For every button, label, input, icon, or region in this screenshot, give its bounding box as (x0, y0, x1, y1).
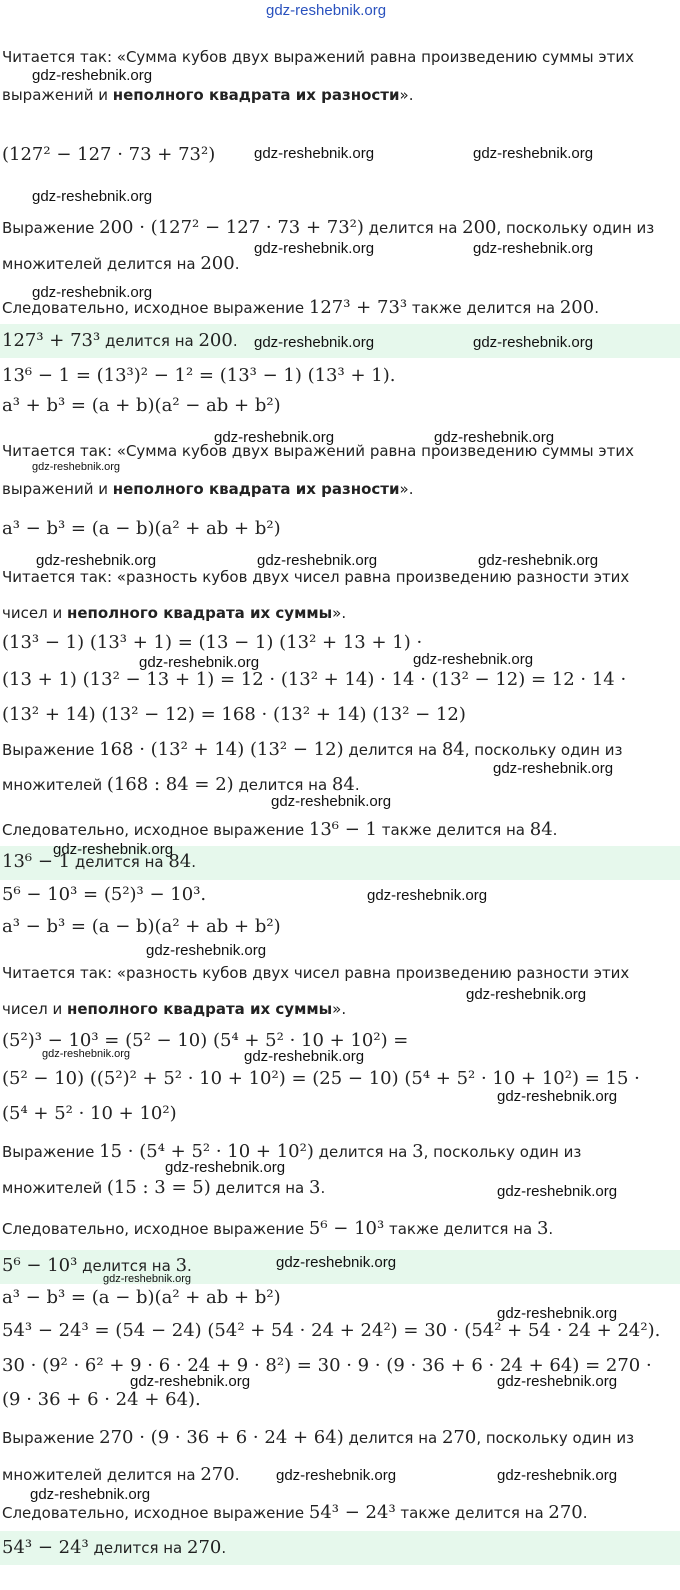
paragraph: множителей (168 : 84 = 2) делится на 84. (2, 774, 360, 795)
watermark: gdz-reshebnik.org (53, 841, 174, 858)
watermark: gdz-reshebnik.org (276, 1467, 397, 1484)
watermark: gdz-reshebnik.org (32, 67, 153, 84)
paragraph: Следовательно, исходное выражение 54³ − 24³ также делится на 270. (2, 1502, 588, 1523)
paragraph: множителей (15 : 3 = 5) делится на 3. (2, 1177, 326, 1198)
paragraph: Читается так: «разность кубов двух чисел равна произведению разности этих (2, 568, 630, 586)
paragraph: Выражение 200 · (127² − 127 · 73 + 73²) делится на 200, поскольку один из (2, 217, 655, 238)
watermark: gdz-reshebnik.org (493, 760, 614, 777)
watermark-small: gdz-reshebnik.org (42, 1048, 131, 1060)
watermark: gdz-reshebnik.org (36, 552, 157, 569)
math-expression: (5² − 10) ((5²)² + 5² · 10 + 10²) = (25 − 10) (5⁴ + 5² · 10 + 10²) = 15 · (2, 1068, 640, 1089)
watermark: gdz-reshebnik.org (139, 654, 260, 671)
math-expression: 30 · (9² · 6² + 9 · 6 · 24 + 9 · 8²) = 30 · 9 · (9 · 36 + 6 · 24 + 64) = 270 · (2, 1355, 652, 1376)
answer-line: 54³ − 24³ делится на 270. (2, 1537, 227, 1558)
math-expression: (13³ − 1) (13³ + 1) = (13 − 1) (13² + 13 + 1) · (2, 632, 423, 653)
bold-term: неполного квадрата их суммы (66, 604, 333, 622)
watermark: gdz-reshebnik.org (271, 793, 392, 810)
watermark: gdz-reshebnik.org (466, 986, 587, 1003)
math-expression: a³ − b³ = (a − b)(a² + ab + b²) (2, 916, 281, 937)
paragraph: Выражение 270 · (9 · 36 + 6 · 24 + 64) делится на 270, поскольку один из (2, 1427, 635, 1448)
paragraph: Читается так: «Сумма кубов двух выражений равна произведению суммы этих (2, 48, 634, 66)
math-expression: 54³ − 24³ = (54 − 24) (54² + 54 · 24 + 24²) = 30 · (54² + 54 · 24 + 24²). (2, 1320, 661, 1341)
math-expression: a³ − b³ = (a − b)(a² + ab + b²) (2, 518, 281, 539)
watermark: gdz-reshebnik.org (478, 552, 599, 569)
watermark: gdz-reshebnik.org (413, 651, 534, 668)
watermark: gdz-reshebnik.org (130, 1373, 251, 1390)
watermark: gdz-reshebnik.org (367, 887, 488, 904)
math-expression: (5²)³ − 10³ = (5² − 10) (5⁴ + 5² · 10 + 10²) = (2, 1030, 409, 1051)
watermark: gdz-reshebnik.org (497, 1183, 618, 1200)
watermark: gdz-reshebnik.org (473, 240, 594, 257)
paragraph: множителей делится на 270. (2, 1464, 240, 1485)
math-expression: 13⁶ − 1 = (13³)² − 1² = (13³ − 1) (13³ + 1). (2, 365, 396, 386)
watermark: gdz-reshebnik.org (214, 429, 335, 446)
paragraph: выражений и неполного квадрата их разности». (2, 86, 414, 104)
watermark: gdz-reshebnik.org (30, 1486, 151, 1503)
watermark: gdz-reshebnik.org (244, 1048, 365, 1065)
paragraph: Выражение 168 · (13² + 14) (13² − 12) делится на 84, поскольку один из (2, 739, 623, 760)
paragraph: множителей делится на 200. (2, 253, 240, 274)
watermark: gdz-reshebnik.org (254, 145, 375, 162)
math-expression: a³ + b³ = (a + b)(a² − ab + b²) (2, 395, 281, 416)
watermark: gdz-reshebnik.org (32, 188, 153, 205)
math-expression: (13 + 1) (13² − 13 + 1) = 12 · (13² + 14) · 14 · (13² − 12) = 12 · 14 · (2, 669, 627, 690)
answer-line: 5⁶ − 10³ делится на 3. (2, 1255, 192, 1276)
paragraph: чисел и неполного квадрата их суммы». (2, 604, 347, 622)
math-expression: (127² − 127 · 73 + 73²) (2, 144, 216, 165)
math-expression: 5⁶ − 10³ = (5²)³ − 10³. (2, 884, 207, 905)
math-expression: (13² + 14) (13² − 12) = 168 · (13² + 14) (13² − 12) (2, 704, 466, 725)
paragraph: чисел и неполного квадрата их суммы». (2, 1000, 347, 1018)
watermark: gdz-reshebnik.org (473, 334, 594, 351)
watermark: gdz-reshebnik.org (257, 552, 378, 569)
watermark-small: gdz-reshebnik.org (103, 1273, 192, 1285)
paragraph: Следовательно, исходное выражение 127³ + 73³ также делится на 200. (2, 297, 599, 318)
paragraph: Выражение 15 · (5⁴ + 5² · 10 + 10²) делится на 3, поскольку один из (2, 1141, 582, 1162)
watermark: gdz-reshebnik.org (32, 284, 153, 301)
math-expression: (9 · 36 + 6 · 24 + 64). (2, 1389, 201, 1410)
watermark: gdz-reshebnik.org (276, 1254, 397, 1271)
watermark-top: gdz-reshebnik.org (266, 2, 387, 19)
watermark: gdz-reshebnik.org (165, 1159, 286, 1176)
paragraph: Следовательно, исходное выражение 5⁶ − 10³ также делится на 3. (2, 1218, 554, 1239)
paragraph: Следовательно, исходное выражение 13⁶ − 1 также делится на 84. (2, 819, 558, 840)
paragraph: выражений и неполного квадрата их разности». (2, 480, 414, 498)
watermark: gdz-reshebnik.org (497, 1305, 618, 1322)
math-expression: (5⁴ + 5² · 10 + 10²) (2, 1103, 177, 1124)
watermark: gdz-reshebnik.org (473, 145, 594, 162)
bold-term: неполного квадрата их разности (112, 480, 400, 498)
answer-line: 13⁶ − 1 делится на 84. (2, 851, 197, 872)
watermark: gdz-reshebnik.org (254, 334, 375, 351)
paragraph: Читается так: «разность кубов двух чисел равна произведению разности этих (2, 964, 630, 982)
answer-line: 127³ + 73³ делится на 200. (2, 330, 238, 351)
watermark: gdz-reshebnik.org (434, 429, 555, 446)
watermark: gdz-reshebnik.org (497, 1088, 618, 1105)
bold-term: неполного квадрата их суммы (66, 1000, 333, 1018)
paragraph: Читается так: «Сумма кубов двух выражений равна произведению суммы этих (2, 442, 634, 460)
watermark: gdz-reshebnik.org (497, 1373, 618, 1390)
watermark: gdz-reshebnik.org (146, 942, 267, 959)
watermark: gdz-reshebnik.org (254, 240, 375, 257)
math-expression: a³ − b³ = (a − b)(a² + ab + b²) (2, 1287, 281, 1308)
bold-term: неполного квадрата их разности (112, 86, 400, 104)
watermark-small: gdz-reshebnik.org (32, 461, 121, 473)
watermark: gdz-reshebnik.org (497, 1467, 618, 1484)
